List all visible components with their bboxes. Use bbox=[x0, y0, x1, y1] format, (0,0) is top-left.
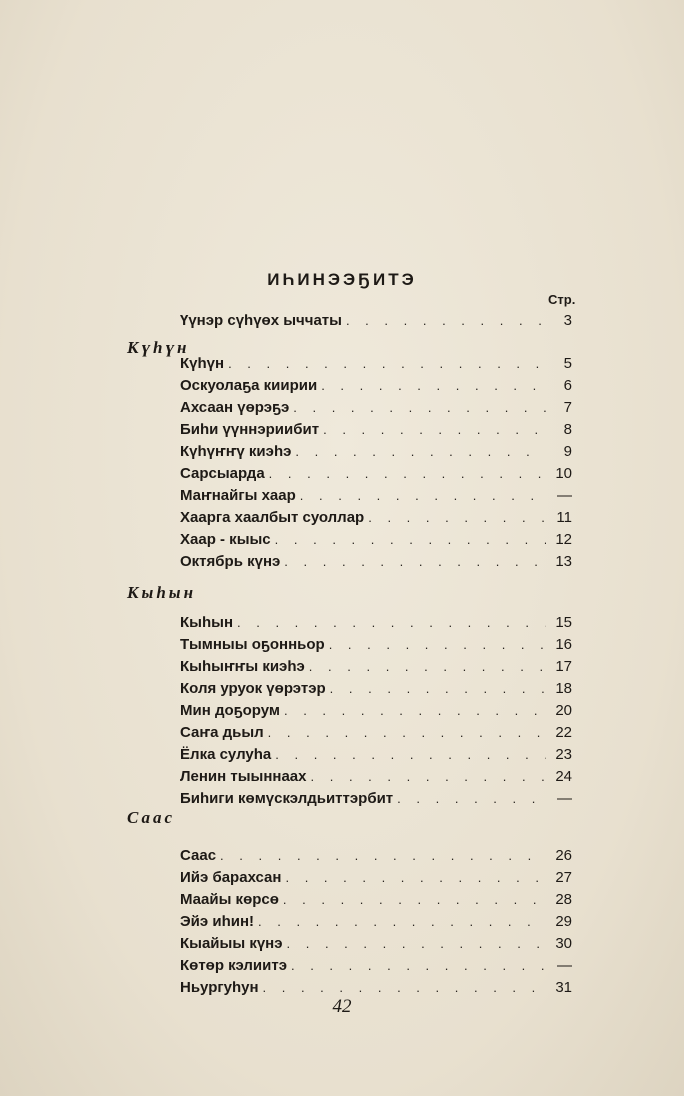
toc-entry-page: 7 bbox=[563, 399, 572, 416]
toc-entry-page: 16 bbox=[555, 636, 572, 653]
toc-entry-label: Кыайыы күнэ bbox=[180, 935, 283, 952]
leader-dots bbox=[258, 914, 546, 929]
toc-entry-page: — bbox=[557, 487, 572, 504]
toc-entry-label: Ёлка сулуһа bbox=[180, 746, 272, 763]
leader-dots bbox=[284, 554, 546, 569]
page-column-label: Стр. bbox=[548, 292, 576, 307]
toc-entry-page: 9 bbox=[563, 443, 572, 460]
toc-entry-page: 26 bbox=[555, 847, 572, 864]
page-title: ИҺИНЭЭҔИТЭ bbox=[267, 270, 417, 289]
toc-entry-label: Маайы көрсө bbox=[180, 891, 279, 908]
toc-entry bbox=[180, 487, 572, 509]
toc-entry-page: 20 bbox=[555, 702, 572, 719]
leader-dots bbox=[263, 980, 546, 995]
leader-dots bbox=[311, 769, 547, 784]
toc-entry-page: 31 bbox=[555, 979, 572, 996]
leader-dots bbox=[287, 936, 546, 951]
toc-entry-page: 18 bbox=[555, 680, 572, 697]
toc-entry bbox=[180, 869, 572, 891]
leader-dots bbox=[330, 681, 546, 696]
leader-dots bbox=[291, 958, 546, 973]
toc-entry bbox=[180, 746, 572, 768]
toc-entry-label: Кыһыҥҥы киэһэ bbox=[180, 658, 305, 675]
toc-entry-page: 30 bbox=[555, 935, 572, 952]
leader-dots bbox=[268, 725, 546, 740]
toc-entry-label: Көтөр кэлиитэ bbox=[180, 957, 287, 974]
toc-entry bbox=[180, 790, 572, 812]
leader-dots bbox=[397, 791, 546, 806]
toc-entry bbox=[180, 509, 572, 531]
toc-entry-page: 22 bbox=[555, 724, 572, 741]
toc-entry-label: Маҥнайгы хаар bbox=[180, 487, 296, 504]
toc-entry-label: Хаар - кыыс bbox=[180, 531, 271, 548]
toc-entry-page: 24 bbox=[555, 768, 572, 785]
toc-entry-page: 13 bbox=[555, 553, 572, 570]
toc-entry bbox=[180, 913, 572, 935]
leader-dots bbox=[368, 510, 546, 525]
toc-entry bbox=[180, 377, 572, 399]
toc-entry bbox=[180, 680, 572, 702]
leader-dots bbox=[284, 703, 546, 718]
toc-entry bbox=[180, 531, 572, 553]
leader-dots bbox=[283, 892, 546, 907]
toc-entry bbox=[180, 935, 572, 957]
toc-entry bbox=[180, 421, 572, 443]
toc-entry-label: Күһүн bbox=[180, 355, 225, 372]
toc-entry-label: Ахсаан үөрэҕэ bbox=[180, 399, 290, 416]
toc-entry-label: Саас bbox=[180, 847, 217, 864]
leader-dots bbox=[285, 870, 546, 885]
leader-dots bbox=[237, 615, 546, 630]
toc-entry-page: — bbox=[557, 957, 572, 974]
toc-entry-page: 29 bbox=[555, 913, 572, 930]
toc-entry-page: 12 bbox=[555, 531, 572, 548]
toc-entry-label: Мин доҕорум bbox=[180, 702, 280, 719]
leader-dots bbox=[269, 466, 546, 481]
toc-entry-page: 3 bbox=[563, 312, 572, 329]
toc-entry-label: Эйэ иһин! bbox=[180, 913, 255, 930]
toc-entry-page: 15 bbox=[555, 614, 572, 631]
toc-entry bbox=[180, 443, 572, 465]
toc-entry-label: Коля уруок үөрэтэр bbox=[180, 680, 326, 697]
toc-entry bbox=[180, 399, 572, 421]
toc-entry bbox=[180, 355, 572, 377]
leader-dots bbox=[228, 356, 546, 371]
toc-entry bbox=[180, 768, 572, 790]
leader-dots bbox=[300, 488, 546, 503]
toc-entry bbox=[180, 636, 572, 658]
toc-entry-label: Сарсыарда bbox=[180, 465, 265, 482]
toc-entry bbox=[180, 614, 572, 636]
page-number: 42 bbox=[332, 996, 352, 1017]
toc-entry-label: Үүнэр сүһүөх ыччаты bbox=[180, 312, 342, 329]
section-heading: Күһүн bbox=[127, 338, 190, 357]
leader-dots bbox=[295, 444, 546, 459]
toc-entry-intro bbox=[180, 312, 572, 334]
toc-entry bbox=[180, 891, 572, 913]
leader-dots bbox=[220, 848, 546, 863]
toc-entry-page: 8 bbox=[563, 421, 572, 438]
toc-entry bbox=[180, 553, 572, 575]
toc-entry-label: Саҥа дьыл bbox=[180, 724, 264, 741]
leader-dots bbox=[275, 532, 546, 547]
toc-entry bbox=[180, 957, 572, 979]
toc-entry-label: Хаарга хаалбыт суоллар bbox=[180, 509, 365, 526]
leader-dots bbox=[293, 400, 546, 415]
section-heading: Кыһын bbox=[127, 583, 197, 602]
toc-entry bbox=[180, 658, 572, 680]
toc-entry-page: 10 bbox=[555, 465, 572, 482]
toc-entry-label: Октябрь күнэ bbox=[180, 553, 281, 570]
toc-entry-page: — bbox=[557, 790, 572, 807]
toc-entry bbox=[180, 465, 572, 487]
toc-entry-label: Күһүҥҥү киэһэ bbox=[180, 443, 292, 460]
toc-entry-label: Оскуолаҕа киирии bbox=[180, 377, 318, 394]
leader-dots bbox=[329, 637, 546, 652]
toc-entry-page: 27 bbox=[555, 869, 572, 886]
toc-entry-label: Кыһын bbox=[180, 614, 233, 631]
toc-entry-page: 6 bbox=[563, 377, 572, 394]
toc-entry-page: 17 bbox=[555, 658, 572, 675]
toc-entry bbox=[180, 702, 572, 724]
leader-dots bbox=[323, 422, 546, 437]
toc-entry-label: Тымныы оҕонньор bbox=[180, 636, 325, 653]
toc-entry-page: 5 bbox=[563, 355, 572, 372]
toc-entry-label: Биһиги көмүскэлдьиттэрбит bbox=[180, 790, 394, 807]
leader-dots bbox=[309, 659, 546, 674]
section-heading: Саас bbox=[127, 808, 176, 827]
toc-entry-label: Ньургуһун bbox=[180, 979, 259, 996]
leader-dots bbox=[346, 313, 546, 328]
leader-dots bbox=[321, 378, 546, 393]
toc-entry-page: 23 bbox=[555, 746, 572, 763]
toc-entry bbox=[180, 847, 572, 869]
toc-entry-label: Ийэ барахсан bbox=[180, 869, 282, 886]
leader-dots bbox=[275, 747, 546, 762]
toc-entry-label: Ленин тыыннаах bbox=[180, 768, 307, 785]
toc-entry-page: 28 bbox=[555, 891, 572, 908]
toc-entry-page: 11 bbox=[556, 509, 572, 526]
toc-entry bbox=[180, 724, 572, 746]
toc-entry-label: Биһи үүннэриибит bbox=[180, 421, 320, 438]
